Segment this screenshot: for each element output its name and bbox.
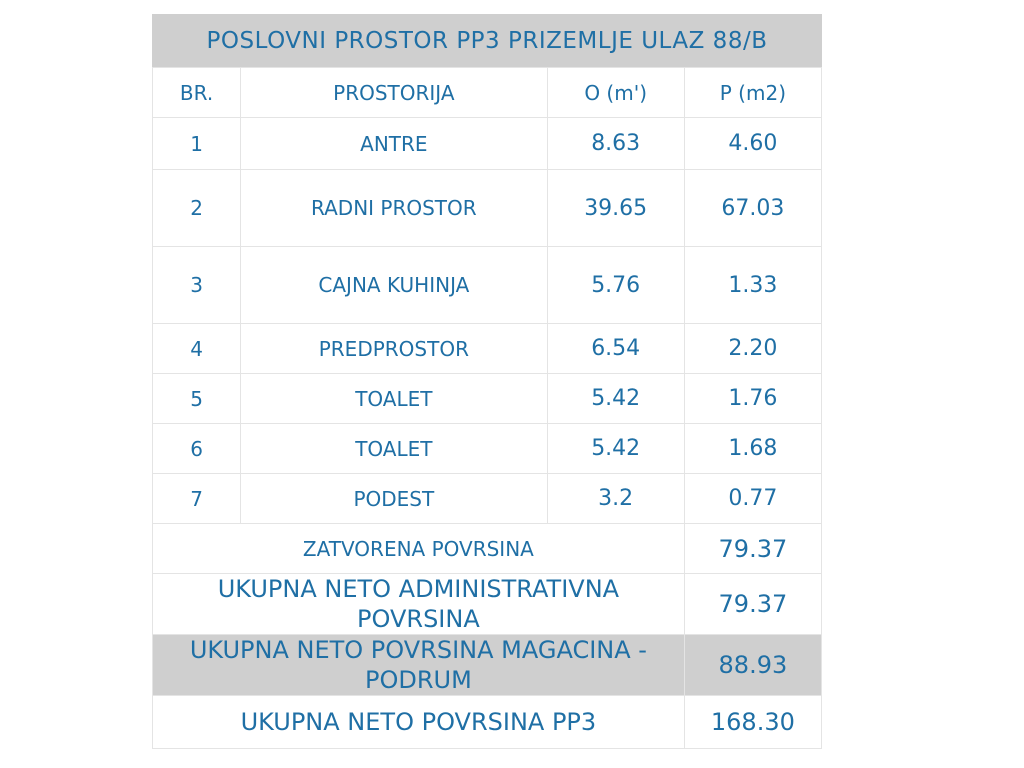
row-number: 4	[153, 324, 241, 374]
row-area: 0.77	[684, 474, 821, 524]
summary-value: 79.37	[684, 574, 821, 635]
summary-label: ZATVORENA POVRSINA	[153, 524, 685, 574]
summary-row-total-area	[153, 696, 822, 749]
row-area: 4.60	[684, 118, 821, 170]
header-perimeter: O (m')	[547, 68, 684, 118]
row-room: CAJNA KUHINJA	[241, 247, 547, 324]
summary-label: UKUPNA NETO ADMINISTRATIVNA POVRSINA	[153, 574, 685, 635]
summary-value: 88.93	[684, 635, 821, 696]
row-number: 5	[153, 374, 241, 424]
table-row	[153, 247, 822, 324]
area-table-document	[152, 14, 822, 749]
summary-value: 168.30	[684, 696, 821, 749]
summary-row-basement-area	[153, 635, 822, 696]
table-row	[153, 374, 822, 424]
row-room: TOALET	[241, 424, 547, 474]
row-area: 67.03	[684, 170, 821, 247]
header-number: BR.	[153, 68, 241, 118]
row-area: 2.20	[684, 324, 821, 374]
row-perimeter: 8.63	[547, 118, 684, 170]
table-row	[153, 170, 822, 247]
row-room: RADNI PROSTOR	[241, 170, 547, 247]
header-room: PROSTORIJA	[241, 68, 547, 118]
row-room: TOALET	[241, 374, 547, 424]
row-number: 6	[153, 424, 241, 474]
row-area: 1.68	[684, 424, 821, 474]
table-row	[153, 118, 822, 170]
header-area: P (m2)	[684, 68, 821, 118]
table-row	[153, 474, 822, 524]
row-room: ANTRE	[241, 118, 547, 170]
summary-label: UKUPNA NETO POVRSINA PP3	[153, 696, 685, 749]
row-perimeter: 3.2	[547, 474, 684, 524]
row-area: 1.76	[684, 374, 821, 424]
table-title: POSLOVNI PROSTOR PP3 PRIZEMLJE ULAZ 88/B	[152, 14, 822, 67]
table-row	[153, 324, 822, 374]
summary-row-admin-area	[153, 574, 822, 635]
row-number: 1	[153, 118, 241, 170]
row-room: PREDPROSTOR	[241, 324, 547, 374]
row-perimeter: 5.42	[547, 374, 684, 424]
row-perimeter: 39.65	[547, 170, 684, 247]
table-row	[153, 424, 822, 474]
summary-value: 79.37	[684, 524, 821, 574]
row-room: PODEST	[241, 474, 547, 524]
row-number: 7	[153, 474, 241, 524]
row-area: 1.33	[684, 247, 821, 324]
summary-label: UKUPNA NETO POVRSINA MAGACINA - PODRUM	[153, 635, 685, 696]
row-perimeter: 5.42	[547, 424, 684, 474]
row-perimeter: 5.76	[547, 247, 684, 324]
row-number: 2	[153, 170, 241, 247]
row-number: 3	[153, 247, 241, 324]
summary-row-closed-area	[153, 524, 822, 574]
row-perimeter: 6.54	[547, 324, 684, 374]
table-header-row	[153, 68, 822, 118]
room-area-table	[152, 67, 822, 749]
